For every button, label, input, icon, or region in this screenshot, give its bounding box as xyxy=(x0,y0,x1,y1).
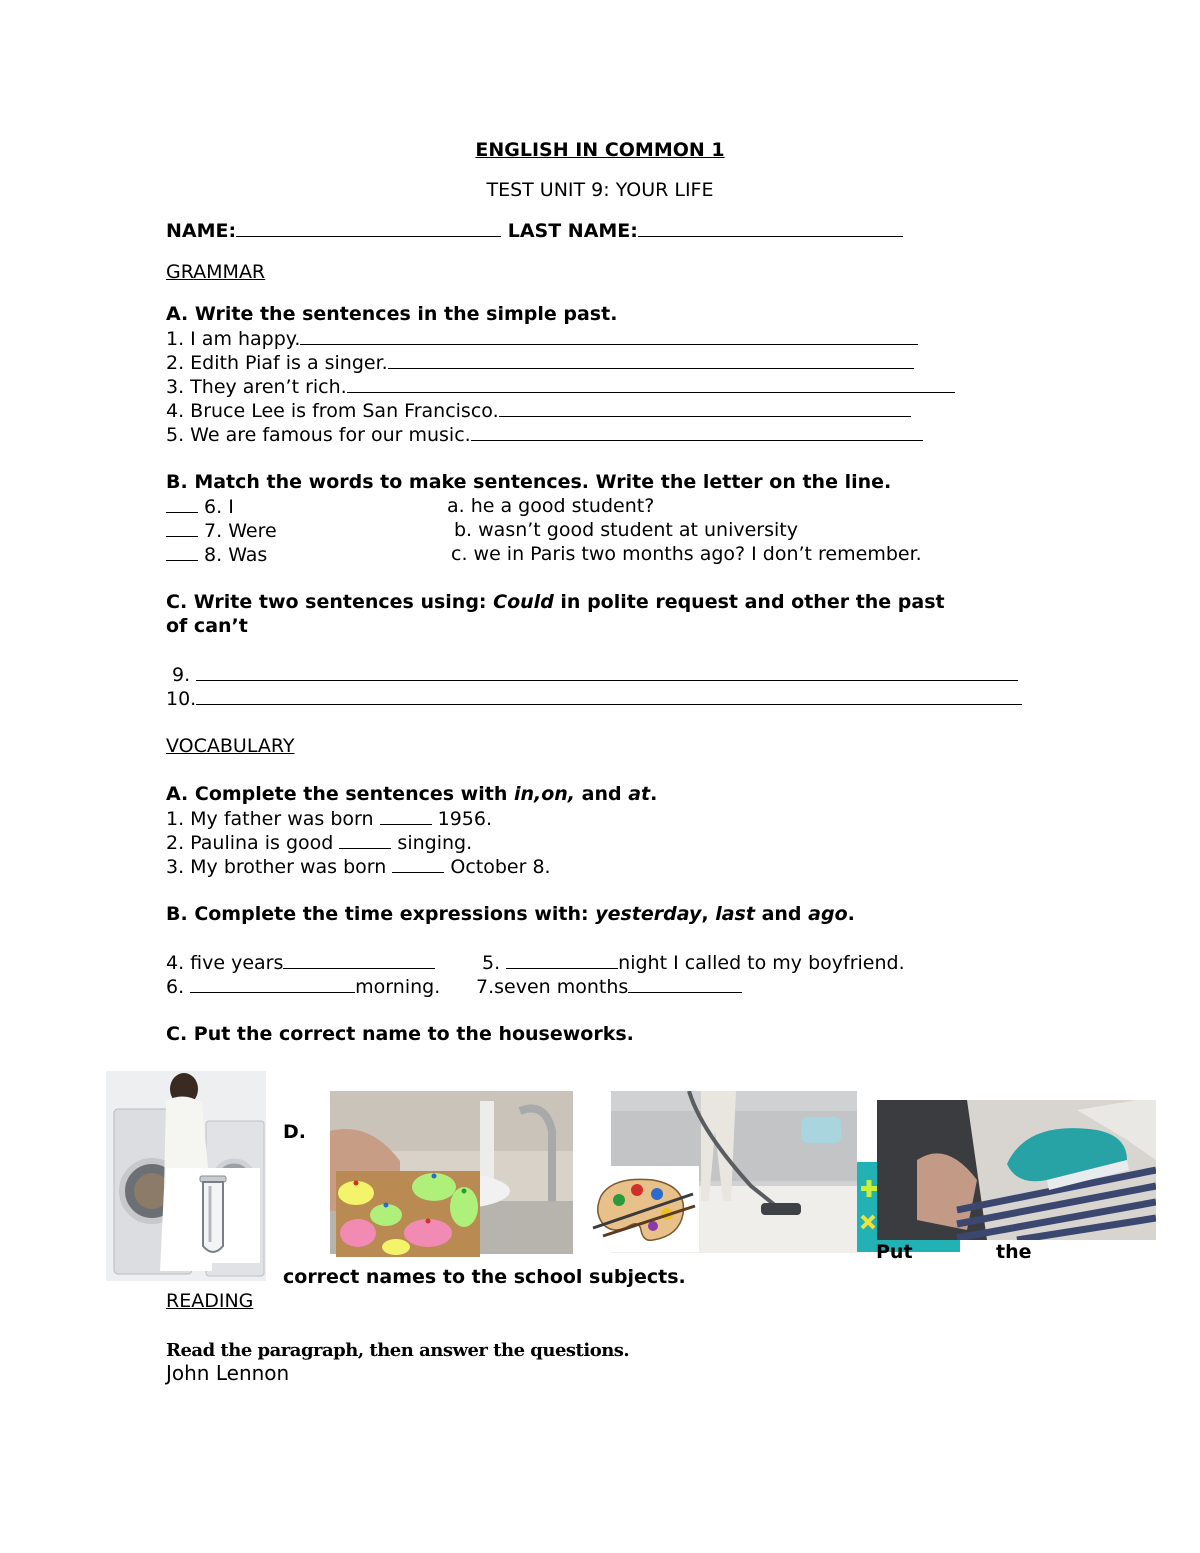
instr-text: . xyxy=(650,783,658,805)
grammar-b-instruction: B. Match the words to make sentences. Write the letter on the line. xyxy=(166,471,892,493)
answer-blank[interactable] xyxy=(506,950,618,969)
instr-emphasis: at xyxy=(628,783,651,805)
section-d-the: the xyxy=(996,1241,1032,1263)
grammar-c-item-9 xyxy=(172,662,1018,687)
languages-image xyxy=(336,1171,480,1257)
last-name-label: LAST NAME: xyxy=(507,220,638,242)
grammar-b-left-7 xyxy=(166,518,277,543)
grammar-a-item-1 xyxy=(166,326,918,351)
vocab-b-item-6 xyxy=(166,974,440,999)
item-text: 2. Edith Piaf is a singer. xyxy=(166,352,388,374)
answer-blank[interactable] xyxy=(196,686,1022,705)
instr-emphasis: Could xyxy=(493,591,554,613)
answer-blank[interactable] xyxy=(380,806,432,825)
section-d-label: D. xyxy=(283,1121,306,1143)
vocab-b-item-7 xyxy=(476,974,742,999)
grammar-b-left-8 xyxy=(166,542,267,567)
last-name-blank[interactable] xyxy=(638,218,903,237)
test-tube-icon xyxy=(166,1168,260,1263)
item-text: 1. I am happy. xyxy=(166,328,301,350)
instr-text: and xyxy=(575,783,629,805)
answer-blank[interactable] xyxy=(471,422,923,441)
vocab-a-item-2 xyxy=(166,830,472,855)
instr-emphasis: in,on, xyxy=(513,783,576,805)
grammar-b-right-b: b. wasn’t good student at university xyxy=(454,519,798,541)
grammar-c-instruction-line2: of can’t xyxy=(166,615,248,637)
item-text: 1. My father was born xyxy=(166,808,380,830)
vocab-a-instruction xyxy=(166,782,657,806)
name-label: NAME: xyxy=(166,220,237,242)
item-text: 5. We are famous for our music. xyxy=(166,424,471,446)
reading-title: John Lennon xyxy=(166,1361,290,1385)
grammar-b-right-c: c. we in Paris two months ago? I don’t remember. xyxy=(451,543,922,565)
answer-blank[interactable] xyxy=(283,950,435,969)
instr-text: in polite request and other the past xyxy=(553,591,945,613)
match-blank[interactable] xyxy=(166,494,198,513)
match-blank[interactable] xyxy=(166,542,198,561)
grammar-a-item-4 xyxy=(166,398,911,423)
match-left-text: 8. Was xyxy=(204,544,268,566)
name-row xyxy=(166,218,903,243)
test-title: ENGLISH IN COMMON 1 xyxy=(475,139,725,161)
instr-emphasis: ago xyxy=(808,903,848,925)
vocabulary-heading: VOCABULARY xyxy=(166,735,295,757)
item-number: 10. xyxy=(166,688,197,710)
answer-blank[interactable] xyxy=(392,854,444,873)
item-text: 5. xyxy=(482,952,507,974)
grammar-heading: GRAMMAR xyxy=(166,261,266,283)
section-d-instruction: correct names to the school subjects. xyxy=(283,1266,686,1288)
item-text: 3. My brother was born xyxy=(166,856,393,878)
item-text: morning. xyxy=(355,976,441,998)
answer-blank[interactable] xyxy=(339,830,391,849)
reading-instruction: Read the paragraph, then answer the questions. xyxy=(166,1340,630,1361)
answer-blank[interactable] xyxy=(628,974,742,993)
instr-text: , xyxy=(701,903,716,925)
art-image xyxy=(583,1166,699,1252)
instr-text: C. Write two sentences using: xyxy=(166,591,494,613)
grammar-a-instruction: A. Write the sentences in the simple past. xyxy=(166,303,618,325)
item-text: 7.seven months xyxy=(476,976,629,998)
item-text: 4. five years xyxy=(166,952,284,974)
grammar-a-item-2 xyxy=(166,350,914,375)
vocab-c-instruction: C. Put the correct name to the houseworks. xyxy=(166,1023,634,1045)
answer-blank[interactable] xyxy=(388,350,914,369)
vocab-a-item-1 xyxy=(166,806,492,831)
grammar-c-instruction xyxy=(166,590,945,614)
instr-text: B. Complete the time expressions with: xyxy=(166,903,596,925)
instr-emphasis: yesterday xyxy=(595,903,702,925)
sticky-notes-icon xyxy=(336,1171,480,1257)
vocab-b-item-4 xyxy=(166,950,435,975)
answer-blank[interactable] xyxy=(196,662,1018,681)
grammar-b-left-6 xyxy=(166,494,234,519)
answer-blank[interactable] xyxy=(300,326,918,345)
grammar-a-item-3 xyxy=(166,374,955,399)
vocab-b-item-5 xyxy=(482,950,905,975)
item-text: 4. Bruce Lee is from San Francisco. xyxy=(166,400,499,422)
grammar-a-item-5 xyxy=(166,422,923,447)
section-d-put: Put xyxy=(876,1241,913,1263)
vocab-b-instruction xyxy=(166,902,855,926)
item-text: 6. xyxy=(166,976,191,998)
answer-blank[interactable] xyxy=(347,374,955,393)
instr-emphasis: last xyxy=(715,903,755,925)
item-text: 3. They aren’t rich. xyxy=(166,376,347,398)
name-blank[interactable] xyxy=(236,218,501,237)
answer-blank[interactable] xyxy=(190,974,355,993)
reading-heading: READING xyxy=(166,1290,254,1312)
instr-text: . xyxy=(847,903,855,925)
instr-text: A. Complete the sentences with xyxy=(166,783,514,805)
item-text: night I called to my boyfriend. xyxy=(618,952,905,974)
item-text: 1956. xyxy=(431,808,493,830)
grammar-c-item-10 xyxy=(166,686,1022,711)
item-text: 2. Paulina is good xyxy=(166,832,340,854)
ironing-illustration xyxy=(877,1100,1156,1240)
test-tube-image xyxy=(166,1168,260,1263)
answer-blank[interactable] xyxy=(499,398,911,417)
grammar-b-right-a: a. he a good student? xyxy=(447,495,655,517)
instr-text: and xyxy=(754,903,809,925)
palette-icon xyxy=(583,1166,699,1252)
match-left-text: 6. I xyxy=(204,496,234,518)
item-text: singing. xyxy=(391,832,473,854)
item-text: October 8. xyxy=(444,856,551,878)
item-number: 9. xyxy=(172,664,191,686)
match-blank[interactable] xyxy=(166,518,198,537)
match-left-text: 7. Were xyxy=(204,520,277,542)
vocab-a-item-3 xyxy=(166,854,551,879)
ironing-photo xyxy=(877,1100,1156,1240)
test-subtitle: TEST UNIT 9: YOUR LIFE xyxy=(486,179,714,201)
